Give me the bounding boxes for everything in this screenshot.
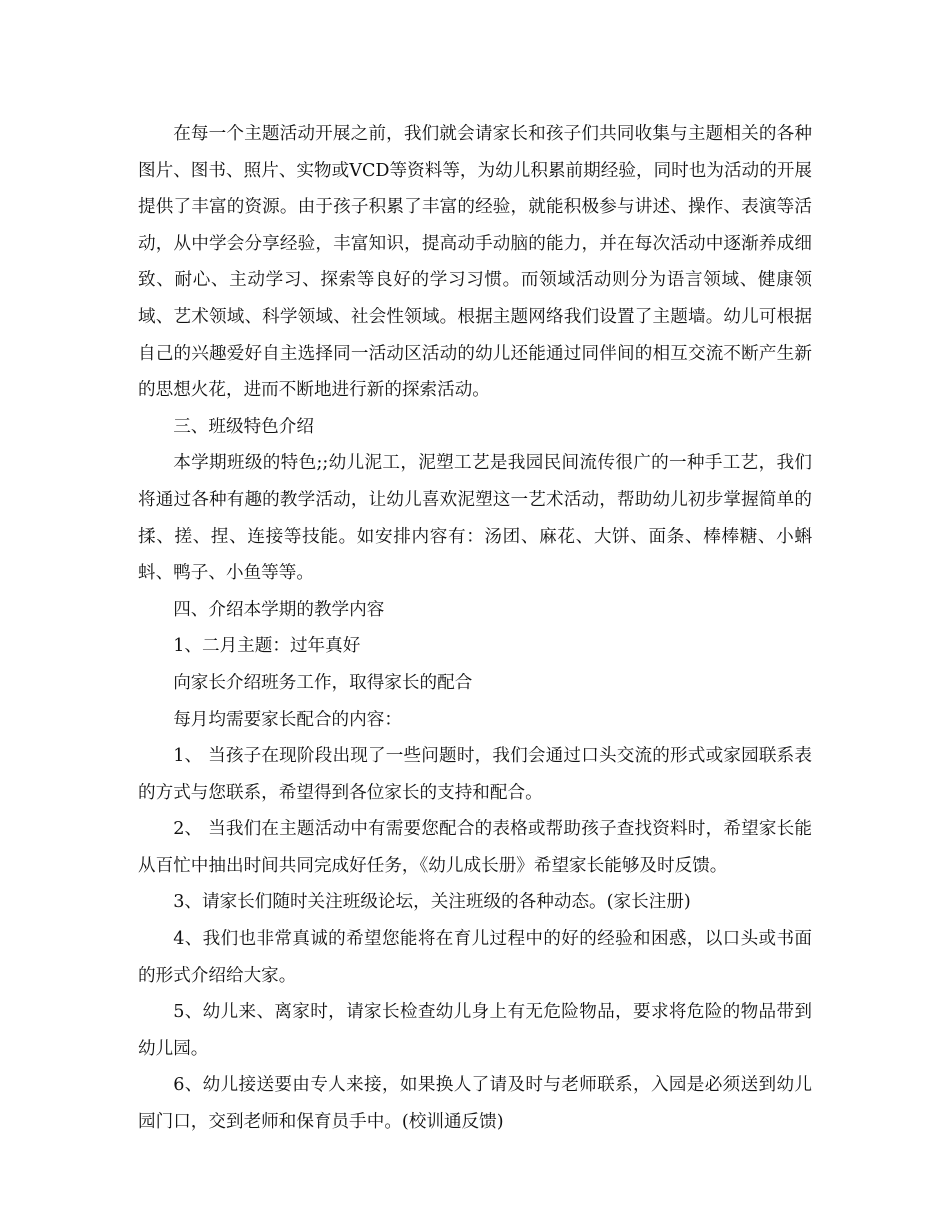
paragraph-february-theme: 1、二月主题：过年真好	[173, 636, 361, 657]
paragraph-theme-activities: 在每一个主题活动开展之前，我们就会请家长和孩子们共同收集与主题相关的各种图片、图书、照片、实物或VCD等资料等，为幼儿积累前期经验，同时也为活动的开展提供了丰富的资源。由于孩子积累了丰富的经验，就能积极参与讲述、操作、表演等活动，从中学会分享经验，丰富知识，提高动手动脑的能力，并在每次活动中逐渐养成细致、耐心、主动学习、探索等良好的学习习惯。而领域活动则分为语言领域、健康领域、艺术领域、科学领域、社会性领域。根据主题网络我们设置了主题墙。幼儿可根据自己的兴趣爱好自主选择同一活动区活动的幼儿还能通过同伴间的相互交流不断产生新的思想火花，进而不断地进行新的探索活动。	[138, 124, 812, 401]
list-item-5: 5、幼儿来、离家时，请家长检查幼儿身上有无危险物品，要求将危险的物品带到幼儿园。	[138, 1002, 812, 1059]
paragraph-class-affairs: 向家长介绍班务工作，取得家长的配合	[173, 672, 473, 693]
heading-teaching-content: 四、介绍本学期的教学内容	[173, 599, 385, 620]
list-item-4: 4、我们也非常真诚的希望您能将在育儿过程中的好的经验和困惑，以口头或书面的形式介绍给大家。	[138, 929, 812, 986]
paragraph-class-features: 本学期班级的特色;;幼儿泥工，泥塑工艺是我园民间流传很广的一种手工艺，我们将通过各种有趣的教学活动，让幼儿喜欢泥塑这一艺术活动，帮助幼儿初步掌握简单的揉、搓、捏、连接等技能。如安排内容有：汤团、麻花、大饼、面条、棒棒糖、小蝌蚪、鸭子、小鱼等等。	[138, 453, 812, 584]
paragraph-monthly-cooperation: 每月均需要家长配合的内容：	[173, 709, 402, 730]
list-item-2: 2、 当我们在主题活动中有需要您配合的表格或帮助孩子查找资料时，希望家长能从百忙中抽出时间共同完成好任务，《幼儿成长册》希望家长能够及时反馈。	[138, 819, 812, 876]
heading-class-features: 三、班级特色介绍	[173, 416, 314, 437]
list-item-1: 1、 当孩子在现阶段出现了一些问题时，我们会通过口头交流的形式或家园联系表的方式与您联系，希望得到各位家长的支持和配合。	[138, 746, 812, 803]
list-item-3: 3、请家长们随时关注班级论坛，关注班级的各种动态。(家长注册)	[173, 892, 691, 913]
list-item-6: 6、幼儿接送要由专人来接，如果换人了请及时与老师联系，入园是必须送到幼儿园门口，交到老师和保育员手中。(校训通反馈)	[138, 1075, 812, 1133]
